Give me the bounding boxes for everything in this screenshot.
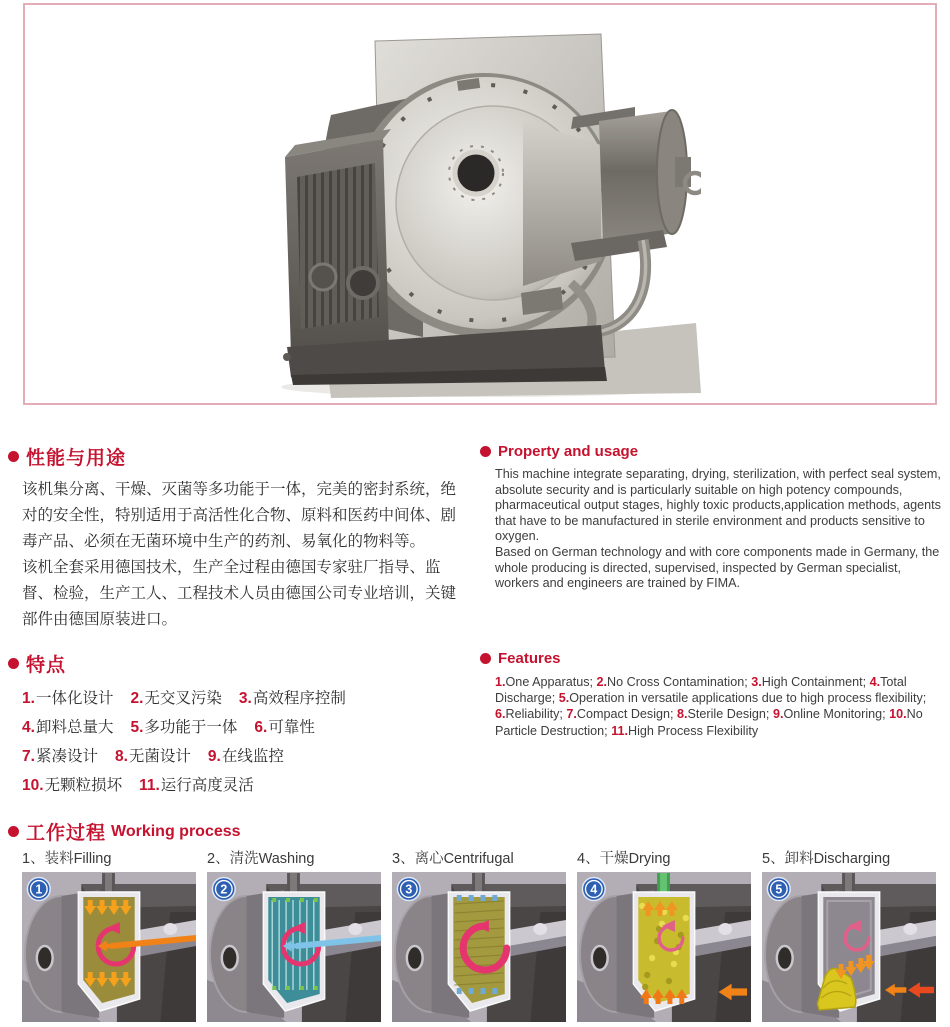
- cn-usage-paragraph: 该机集分离、干燥、灭菌等多功能于一体，完美的密封系统，绝对的安全性，特别适用于高活性化合物、原料和医药中间体、剧毒产品、必须在无菌环境中生产的药剂、易氧化的物料等。: [22, 481, 457, 550]
- feature-item: 2.无交叉污染: [130, 690, 222, 707]
- feature-item: 1.一体化设计: [22, 690, 114, 707]
- process-step-label: 3、离心Centrifugal: [392, 851, 514, 867]
- red-bullet-icon: [480, 446, 491, 457]
- red-bullet-icon: [8, 451, 19, 462]
- cn-usage-heading: [8, 443, 462, 470]
- svg-text:3: 3: [405, 882, 413, 897]
- feature-row: [22, 771, 462, 800]
- svg-text:5: 5: [775, 882, 783, 897]
- feature-item: 7.紧凑设计: [22, 748, 98, 765]
- process-step-label: 4、干燥Drying: [577, 851, 671, 867]
- cn-features-title: 特点: [26, 655, 67, 676]
- process-step-washing: [207, 848, 381, 1022]
- feature-row: [22, 713, 462, 742]
- feature-item: 6.可靠性: [254, 719, 315, 736]
- process-title-en: Working process: [111, 822, 241, 840]
- machine-photo: [271, 25, 701, 400]
- features-section: [8, 650, 942, 800]
- en-features-heading: [480, 650, 942, 667]
- process-step-label: 2、清洗Washing: [207, 851, 315, 867]
- en-features-title: Features: [498, 650, 561, 667]
- svg-text:1: 1: [35, 882, 43, 897]
- en-usage-title: Property and usage: [498, 443, 639, 460]
- process-step-filling: [22, 848, 196, 1022]
- feature-row: [22, 742, 462, 771]
- red-bullet-icon: [8, 658, 19, 669]
- process-step-image: [577, 872, 751, 1022]
- process-heading: [8, 818, 241, 845]
- feature-item: 4.卸料总量大: [22, 719, 114, 736]
- feature-item: 5.多功能于一体: [130, 719, 238, 736]
- process-step-label: 5、卸料Discharging: [762, 851, 891, 867]
- svg-text:4: 4: [590, 882, 598, 897]
- cn-usage-paragraph: 该机全套采用德国技术，生产全过程由德国专家驻厂指导、监督、检验，生产工人、工程技术人员由德国公司专业培训，关键部件由德国原装进口。: [22, 559, 457, 628]
- red-bullet-icon: [8, 826, 19, 837]
- process-step-image: [207, 872, 381, 1022]
- en-usage-paragraph: Based on German technology and with core components made in Germany, the whole producing is directed, supervised, inspected by German specialist, workers and engineers are trained by FIMA.: [495, 544, 940, 591]
- feature-item: 9.在线监控: [207, 748, 284, 765]
- cn-usage-text: [22, 477, 462, 633]
- usage-section: [8, 443, 942, 633]
- cn-usage-column: [8, 443, 480, 633]
- process-step-label: 1、装料Filling: [22, 851, 112, 867]
- process-step-image: [392, 872, 566, 1022]
- cn-features-heading: [8, 650, 462, 677]
- red-bullet-icon: [480, 653, 491, 664]
- process-title-cn: 工作过程: [26, 823, 107, 844]
- en-features-column: [480, 650, 942, 800]
- cn-usage-title: 性能与用途: [26, 448, 127, 469]
- process-step-discharging: [762, 848, 936, 1022]
- en-features-text: 1.One Apparatus; 2.No Cross Contamination; 3.High Containment; 4.Total Discharge; 5.Operation in versatile applications due to high process flexibility; 6.Reliability; 7.Compact Design; 8.Sterile Design; 9.Online Monitoring; 10.No Particle Destruction; 11.High Process Flexibility: [495, 675, 927, 738]
- product-photo-frame: [23, 3, 937, 405]
- en-usage-paragraph: This machine integrate separating, drying, sterilization, with perfect seal system, absolute security and is particularly suitable on high potency compounds, pharmaceutical output stages, highly toxic products,application methods, agents that have to be manufactured in sterile environment and products sensitive to oxygen.: [495, 467, 941, 544]
- feature-item: 8.无菌设计: [114, 748, 191, 765]
- cn-features-column: [8, 650, 480, 800]
- process-step-centrifugal: [392, 848, 566, 1022]
- process-step-image: [22, 872, 196, 1022]
- feature-item: 3.高效程序控制: [238, 690, 346, 707]
- process-step-drying: [577, 848, 751, 1022]
- en-usage-heading: [480, 443, 942, 460]
- en-usage-text: [495, 467, 942, 592]
- cn-features-list: [22, 684, 462, 800]
- feature-item: 10.无颗粒损坏: [22, 777, 123, 794]
- en-usage-column: [480, 443, 942, 633]
- feature-item: 11.运行高度灵活: [139, 777, 254, 794]
- feature-row: [22, 684, 462, 713]
- process-steps: [22, 848, 936, 1022]
- process-step-image: [762, 872, 936, 1022]
- svg-text:2: 2: [220, 882, 228, 897]
